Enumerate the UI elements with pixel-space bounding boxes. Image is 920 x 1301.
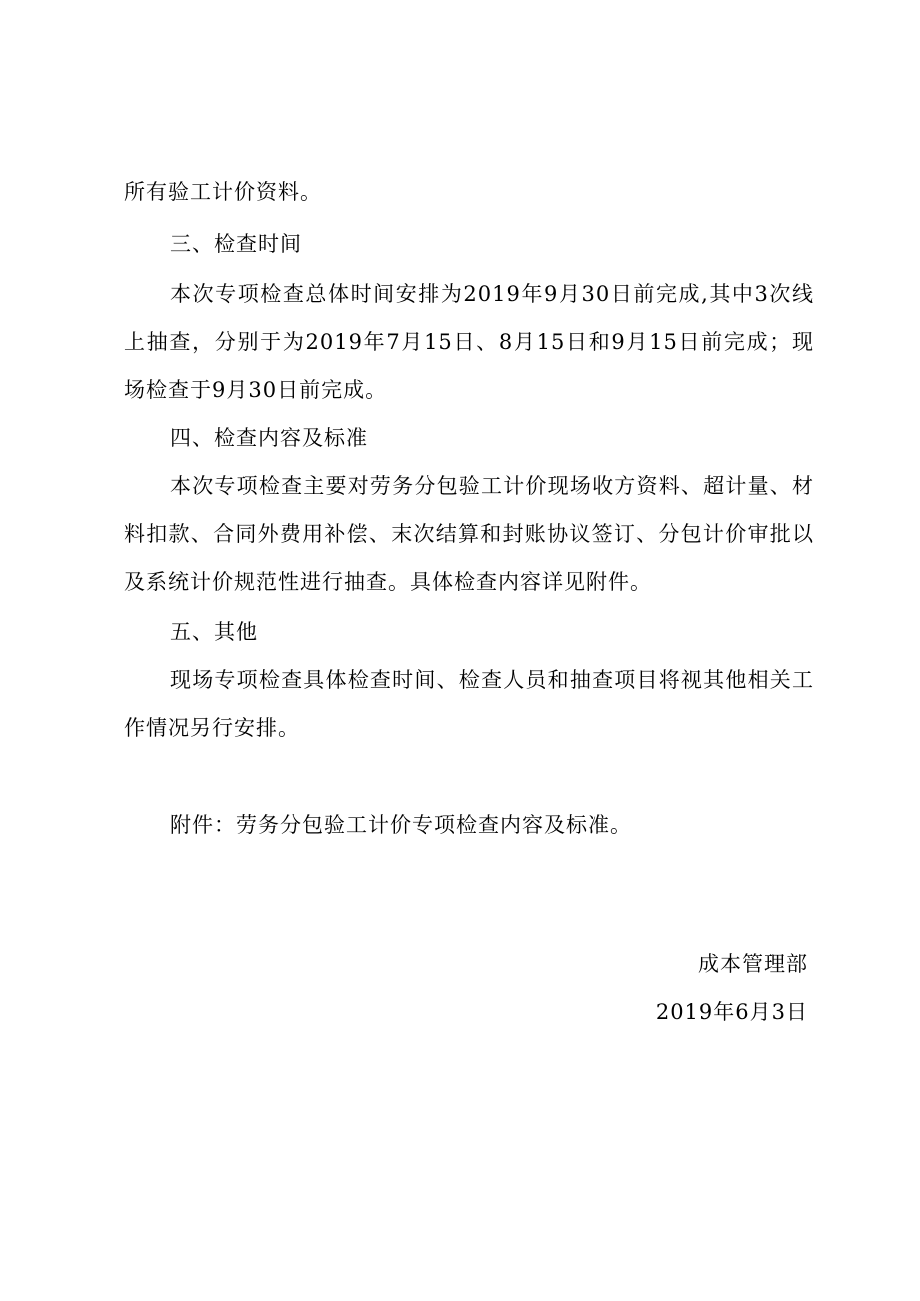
signature-department: 成本管理部 — [698, 952, 808, 976]
paragraph-other: 现场专项检查具体检查时间、检查人员和抽查项目将视其他相关工作情况另行安排。 — [124, 668, 814, 740]
paragraph-inspection-time: 本次专项检查总体时间安排为2019年9月30日前完成,其中3次线上抽查，分别于为2019年7月15日、8月15日和9月15日前完成；现场检查于9月30日前完成。 — [124, 282, 814, 402]
signature-date: 2019年6月3日 — [655, 1000, 808, 1024]
section-heading-other: 五、其他 — [170, 620, 258, 644]
paragraph-continuation: 所有验工计价资料。 — [124, 180, 322, 204]
section-heading-inspection-time: 三、检查时间 — [170, 232, 302, 256]
paragraph-content-standards: 本次专项检查主要对劳务分包验工计价现场收方资料、超计量、材料扣款、合同外费用补偿、末次结算和封账协议签订、分包计价审批以及系统计价规范性进行抽查。具体检查内容详见附件。 — [124, 474, 814, 594]
section-heading-content-standards: 四、检查内容及标准 — [170, 426, 368, 450]
attachment-note: 附件：劳务分包验工计价专项检查内容及标准。 — [170, 813, 632, 837]
